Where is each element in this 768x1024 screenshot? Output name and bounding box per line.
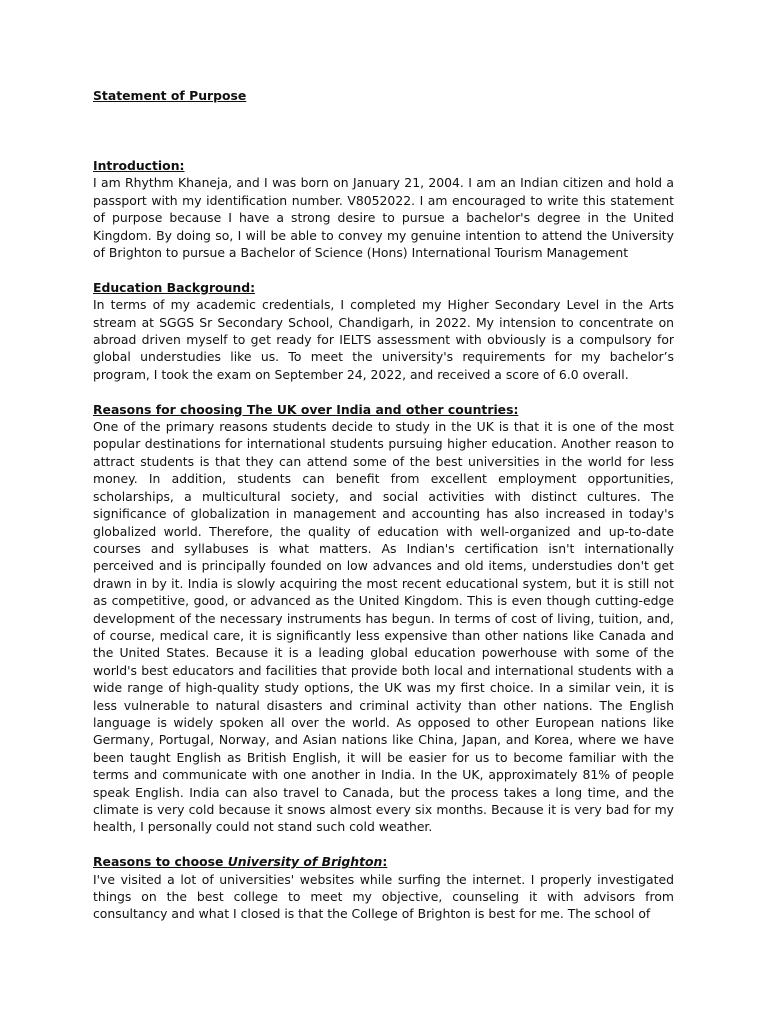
document-title: Statement of Purpose	[93, 88, 247, 103]
section-education-background	[93, 279, 674, 383]
section-introduction	[93, 157, 674, 261]
section-body-introduction: I am Rhythm Khaneja, and I was born on January 21, 2004. I am an Indian citizen and hold a passport with my identification number. V8052022. I am encouraged to write this statement of purpose because I have a strong desire to pursue a bachelor's degree in the United Kingdom. By doing so, I will be able to convey my genuine intention to attend the University of Brighton to pursue a Bachelor of Science (Hons) International Tourism Management	[93, 175, 674, 261]
spacer	[93, 107, 674, 157]
section-heading-reasons-brighton	[93, 853, 674, 870]
section-reasons-uk	[93, 401, 674, 836]
section-body-reasons-uk: One of the primary reasons students decide to study in the UK is that it is one of the most popular destinations for international students pursuing higher education. Another reason to attract students is that they can attend some of the best universities in the world for less money. In addition, students can benefit from excellent employment opportunities, scholarships, a multicultural society, and social activities with distinct cultures. The significance of globalization in management and accounting has also increased in today's globalized world. Therefore, the quality of education with well-organized and up-to-date courses and syllabuses is what matters. As Indian's certification isn't internationally perceived and is principally founded on low advances and old items, understudies don't get drawn in by it. India is slowly acquiring the most recent educational system, but it is still not as competitive, good, or advanced as the United Kingdom. This is even though cutting-edge development of the necessary instruments has begun. In terms of cost of living, tuition, and, of course, medical care, it is significantly less expensive than other nations like Canada and the United States. Because it is a leading global education powerhouse with some of the world's best educators and facilities that provide both local and international students with a wide range of high-quality study options, the UK was my first choice. In a similar vein, it is less vulnerable to natural disasters and criminal activity than other nations. The English language is widely spoken all over the world. As opposed to other European nations like Germany, Portugal, Norway, and Asian nations like China, Japan, and Korea, where we have been taught English as British English, it will be easier for us to become familiar with the terms and communicate with one another in India. In the UK, approximately 81% of people speak English. India can also travel to Canada, but the process takes a long time, and the climate is very cold because it snows almost every six months. Because it is very bad for my health, I personally could not stand such cold weather.	[93, 419, 674, 835]
heading-prefix: Reasons to choose	[93, 854, 228, 870]
heading-emphasis: University of Brighton	[227, 854, 383, 870]
section-heading-reasons-uk: Reasons for choosing The UK over India and other countries:	[93, 401, 519, 417]
spacer	[93, 836, 674, 853]
heading-suffix: :	[382, 854, 388, 870]
section-heading-education-background: Education Background:	[93, 279, 256, 295]
section-body-reasons-brighton: I've visited a lot of universities' websites while surfing the internet. I properly investigated things on the best college to meet my objective, counseling it with advisors from consultancy and what I closed is that the College of Brighton is best for me. The school of	[93, 871, 674, 922]
spacer	[93, 383, 674, 400]
section-heading-introduction: Introduction:	[93, 158, 185, 173]
document-content	[93, 85, 674, 923]
section-reasons-brighton	[93, 853, 674, 923]
spacer	[93, 261, 674, 278]
section-body-education-background: In terms of my academic credentials, I completed my Higher Secondary Level in the Arts stream at SGGS Sr Secondary School, Chandigarh, in 2022. My intension to concentrate on abroad driven myself to get ready for IELTS assessment with obviously is a compulsory for global understudies like us. To meet the university's requirements for my bachelor’s program, I took the exam on September 24, 2022, and received a score of 6.0 overall.	[93, 297, 674, 382]
